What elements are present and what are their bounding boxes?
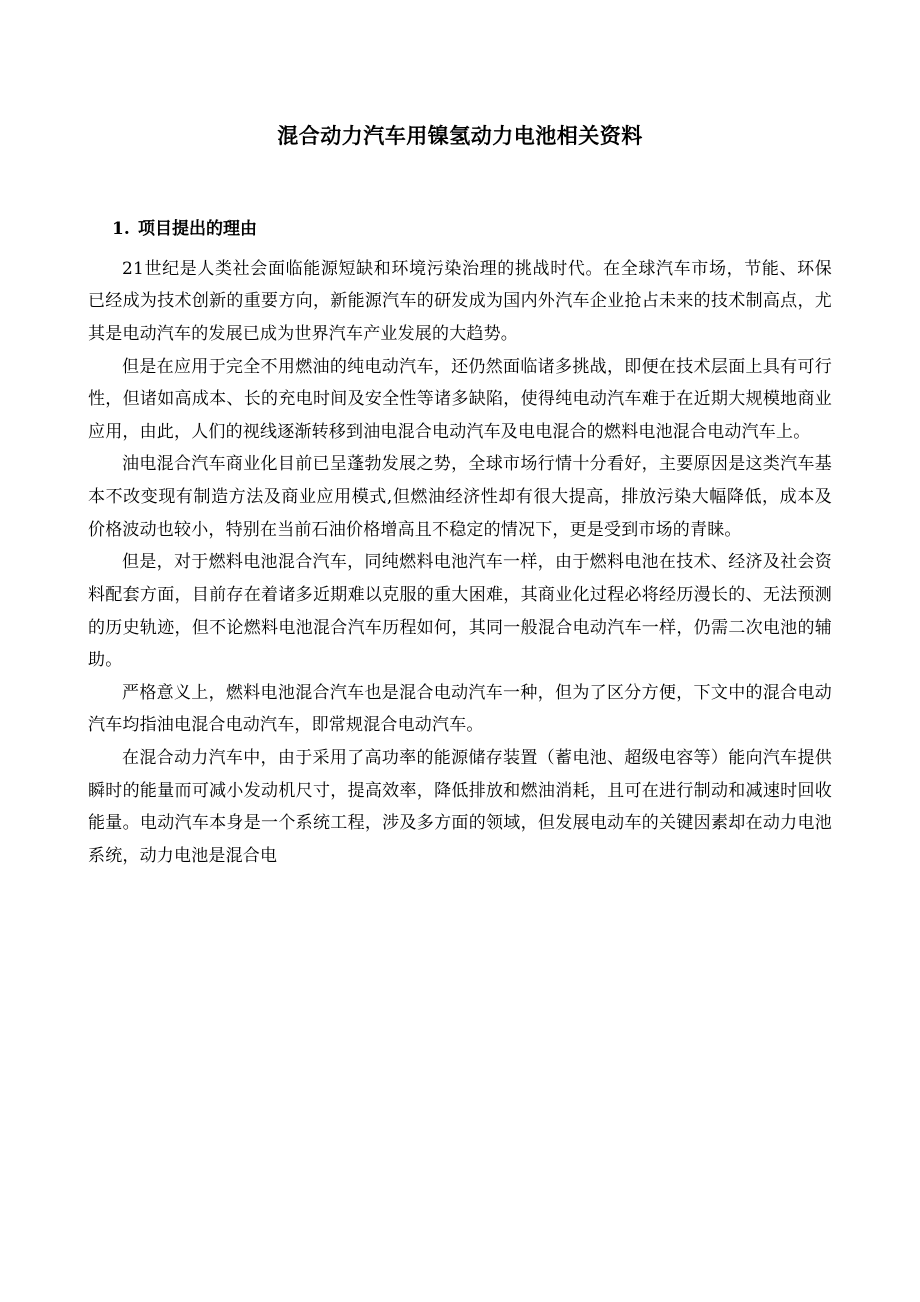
paragraph-1: 21世纪是人类社会面临能源短缺和环境污染治理的挑战时代。在全球汽车市场，节能、环保已经成为技术创新的重要方向，新能源汽车的研发成为国内外汽车企业抢占未来的技术制高点，尤其是电动汽车的发展已成为世界汽车产业发展的大趋势。 — [88, 258, 832, 344]
section-heading-1 — [88, 216, 832, 243]
paragraph-4: 但是，对于燃料电池混合汽车，同纯燃料电池汽车一样，由于燃料电池在技术、经济及社会资料配套方面，目前存在着诸多近期难以克服的重大困难，其商业化过程必将经历漫长的、无法预测的历史轨迹，但不论燃料电池混合汽车历程如何，其同一般混合电动汽车一样，仍需二次电池的辅助。 — [88, 552, 832, 671]
paragraph-2: 但是在应用于完全不用燃油的纯电动汽车，还仍然面临诸多挑战，即便在技术层面上具有可行性，但诸如高成本、长的充电时间及安全性等诸多缺陷，使得纯电动汽车难于在近期大规模地商业应用，由此，人们的视线逐渐转移到油电混合电动汽车及电电混合的燃料电池混合电动汽车上。 — [88, 356, 832, 442]
paragraph-3: 油电混合汽车商业化目前已呈蓬勃发展之势，全球市场行情十分看好，主要原因是这类汽车基本不改变现有制造方法及商业应用模式,但燃油经济性却有很大提高，排放污染大幅降低，成本及价格波动也较小，特别在当前石油价格增高且不稳定的情况下，更是受到市场的青睐。 — [88, 454, 832, 540]
section-number: 1. — [112, 218, 130, 239]
page-title: 混合动力汽车用镍氢动力电池相关资料 — [277, 123, 643, 148]
section-heading-text: 项目提出的理由 — [138, 218, 257, 239]
paragraph-6: 在混合动力汽车中，由于采用了高功率的能源储存装置（蓄电池、超级电容等）能向汽车提供瞬时的能量而可减小发动机尺寸，提高效率，降低排放和燃油消耗，且可在进行制动和减速时回收能量。电动汽车本身是一个系统工程，涉及多方面的领域，但发展电动车的关键因素却在动力电池系统，动力电池是混合电 — [88, 748, 832, 866]
paragraph-5: 严格意义上，燃料电池混合汽车也是混合电动汽车一种，但为了区分方便，下文中的混合电动汽车均指油电混合电动汽车，即常规混合电动汽车。 — [88, 682, 832, 736]
